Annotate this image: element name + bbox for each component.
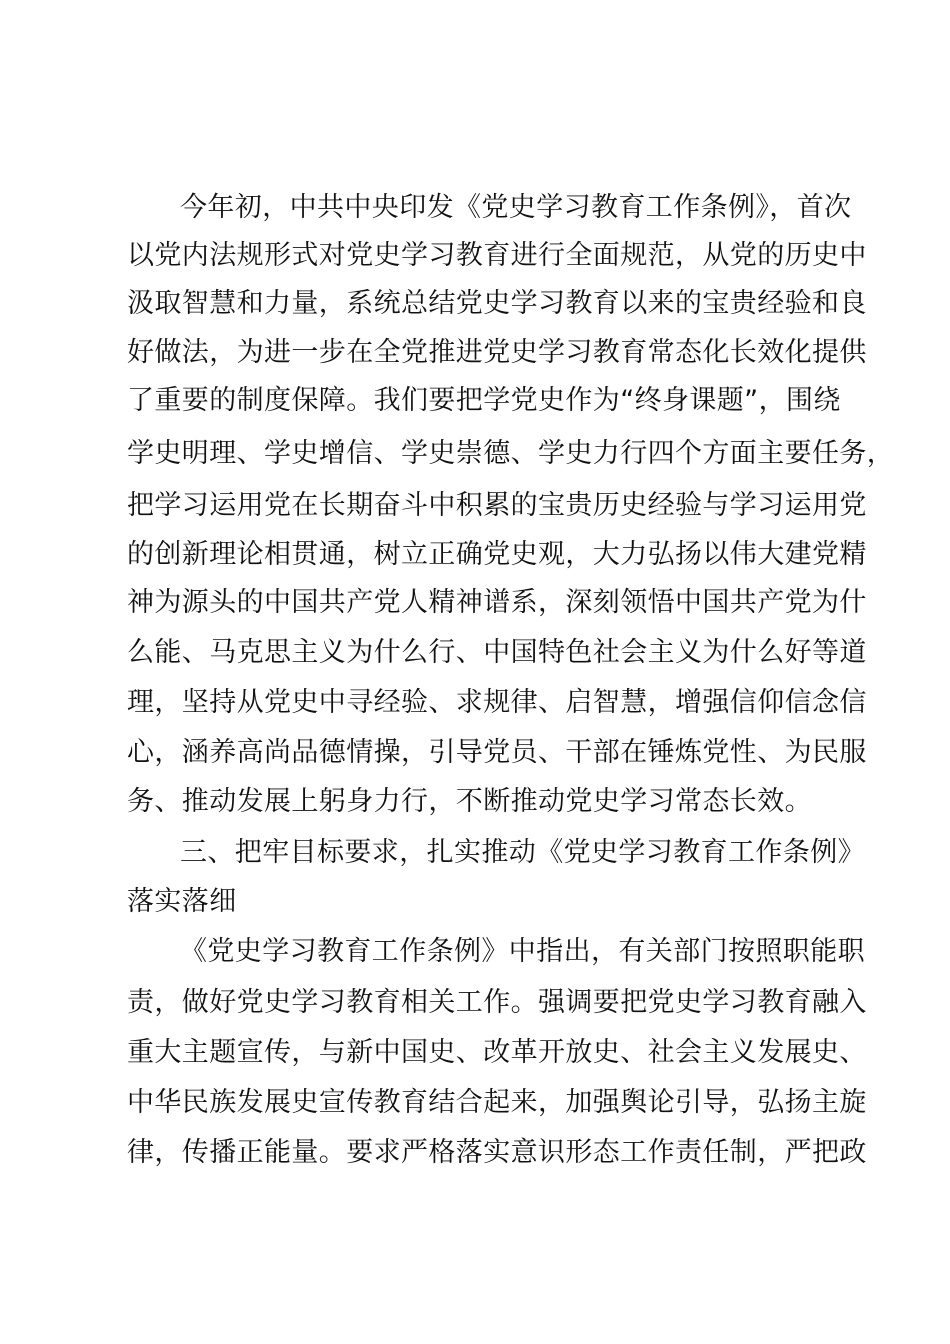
paragraph-line: 学史明理、学史增信、学史崇德、学史力行四个方面主要任务， [127, 438, 895, 469]
paragraph-line: 把学习运用党在长期奋斗中积累的宝贵历史经验与学习运用党 [127, 490, 867, 521]
paragraph-line: 重大主题宣传，与新中国史、改革开放史、社会主义发展史、 [127, 1037, 867, 1068]
paragraph-line: 么能、马克思主义为什么行、中国特色社会主义为什么好等道 [127, 637, 867, 668]
paragraph-line: 《党史学习教育工作条例》中指出，有关部门按照职能职 [180, 936, 865, 967]
paragraph-line: 神为源头的中国共产党人精神谱系，深刻领悟中国共产党为什 [127, 587, 867, 618]
paragraph-line: 心，涵养高尚品德情操，引导党员、干部在锤炼党性、为民服 [127, 737, 867, 768]
paragraph-line: 今年初，中共中央印发《党史学习教育工作条例》，首次 [180, 192, 852, 223]
paragraph-line: 的创新理论相贯通，树立正确党史观，大力弘扬以伟大建党精 [127, 539, 867, 570]
paragraph-line: 律，传播正能量。要求严格落实意识形态工作责任制，严把政 [127, 1137, 867, 1168]
paragraph-line: 了重要的制度保障。我们要把学党史作为“终身课题”，围绕 [127, 385, 841, 416]
paragraph-line: 以党内法规形式对党史学习教育进行全面规范，从党的历史中 [127, 240, 867, 271]
section-heading: 三、把牢目标要求，扎实推动《党史学习教育工作条例》 [180, 837, 865, 868]
paragraph-line: 理，坚持从党史中寻经验、求规律、启智慧，增强信仰信念信 [127, 687, 867, 718]
paragraph-line: 责，做好党史学习教育相关工作。强调要把党史学习教育融入 [127, 987, 867, 1018]
section-heading: 落实落细 [127, 886, 237, 917]
paragraph-line: 中华民族发展史宣传教育结合起来，加强舆论引导，弘扬主旋 [127, 1087, 867, 1118]
paragraph-line: 汲取智慧和力量，系统总结党史学习教育以来的宝贵经验和良 [127, 288, 867, 319]
paragraph-line: 务、推动发展上躬身力行，不断推动党史学习常态长效。 [127, 786, 812, 817]
paragraph-line: 好做法，为进一步在全党推进党史学习教育常态化长效化提供 [127, 337, 867, 368]
